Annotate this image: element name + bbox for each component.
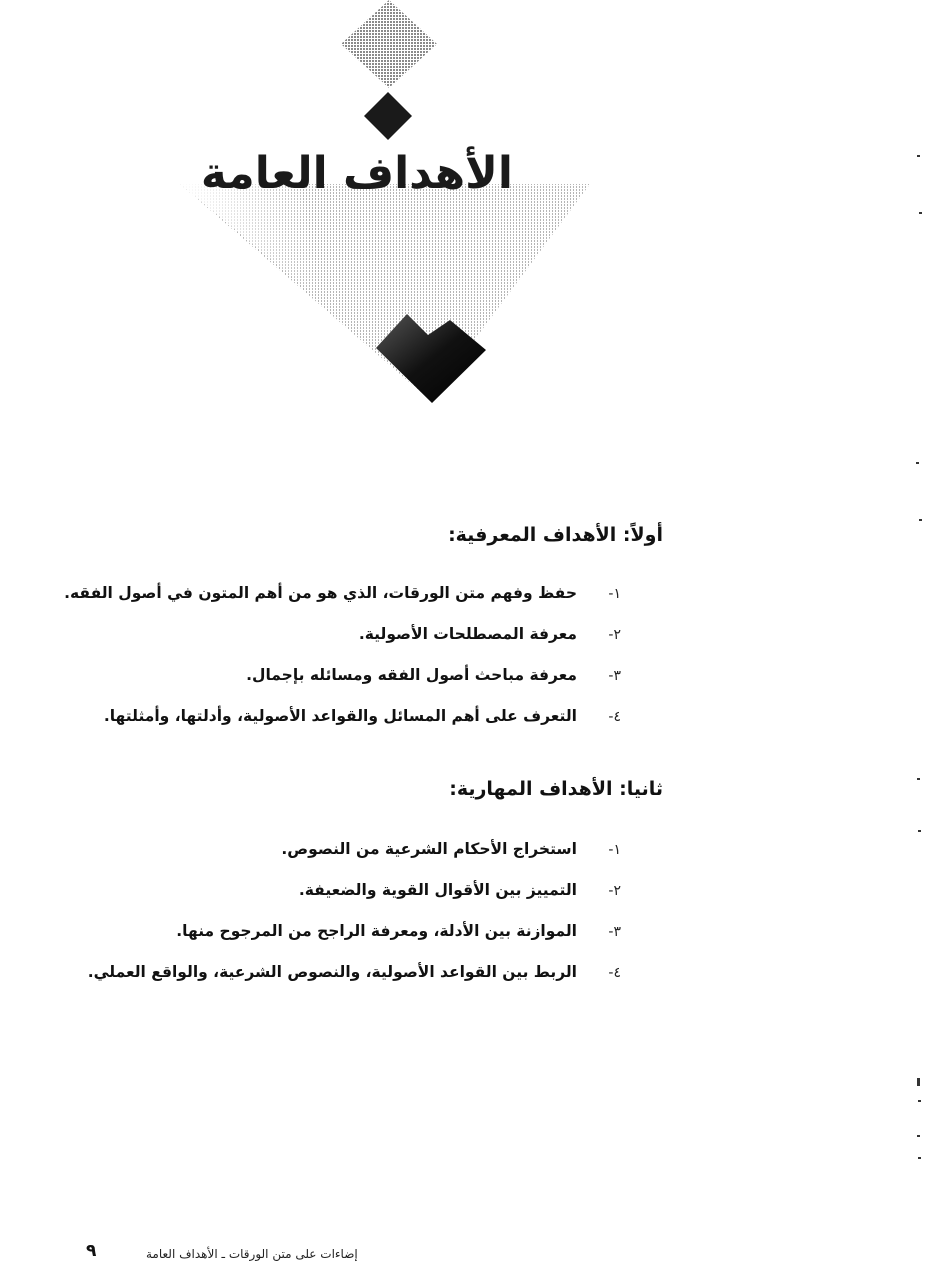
list-item — [88, 918, 621, 959]
item-text: الموازنة بين الأدلة، ومعرفة الراجح من المرجوح منها. — [176, 922, 577, 940]
scan-mark — [917, 1078, 920, 1086]
cognitive-goals-list — [64, 580, 621, 744]
item-number: ١- — [608, 842, 621, 858]
item-text: معرفة المصطلحات الأصولية. — [358, 625, 577, 643]
shaded-triangle — [180, 184, 590, 400]
scan-mark — [917, 778, 920, 780]
chapter-title: الأهداف العامة — [200, 148, 513, 199]
list-item — [88, 836, 621, 877]
skill-goals-list — [88, 836, 621, 1000]
section-heading-cognitive: أولاً: الأهداف المعرفية: — [448, 524, 663, 546]
page-number: ٩ — [86, 1241, 97, 1261]
scan-mark — [916, 462, 919, 464]
list-item — [88, 877, 621, 918]
item-number: ٤- — [608, 709, 621, 725]
item-number: ٣- — [608, 924, 621, 940]
list-item — [64, 580, 621, 621]
item-number: ٣- — [608, 668, 621, 684]
item-number: ٢- — [608, 627, 621, 643]
scan-mark — [919, 212, 922, 214]
list-item — [88, 959, 621, 1000]
item-text: معرفة مباحث أصول الفقه ومسائله بإجمال. — [246, 666, 577, 684]
scan-mark — [918, 1157, 921, 1159]
solid-diamond — [364, 92, 412, 140]
item-number: ١- — [608, 586, 621, 602]
item-text: التمييز بين الأقوال القوية والضعيفة. — [298, 881, 577, 899]
section-heading-skills: ثانيا: الأهداف المهارية: — [449, 778, 663, 800]
list-item — [64, 621, 621, 662]
item-number: ٤- — [608, 965, 621, 981]
item-text: استخراج الأحكام الشرعية من النصوص. — [281, 840, 577, 858]
item-text: الربط بين القواعد الأصولية، والنصوص الشرعية، والواقع العملي. — [87, 963, 577, 981]
scan-mark — [918, 1100, 921, 1102]
list-item — [64, 662, 621, 703]
scan-mark — [919, 519, 922, 521]
item-text: التعرف على أهم المسائل والقواعد الأصولية، وأدلتها، وأمثلتها. — [103, 707, 577, 725]
scan-mark — [917, 1135, 920, 1137]
item-text: حفظ وفهم متن الورقات، الذي هو من أهم المتون في أصول الفقه. — [64, 584, 577, 602]
list-item — [64, 703, 621, 744]
running-title: إضاءات على متن الورقات ـ الأهداف العامة — [146, 1247, 358, 1261]
scan-mark — [917, 155, 920, 157]
top-dotted-diamond — [341, 0, 437, 88]
scan-mark — [918, 830, 921, 832]
item-number: ٢- — [608, 883, 621, 899]
